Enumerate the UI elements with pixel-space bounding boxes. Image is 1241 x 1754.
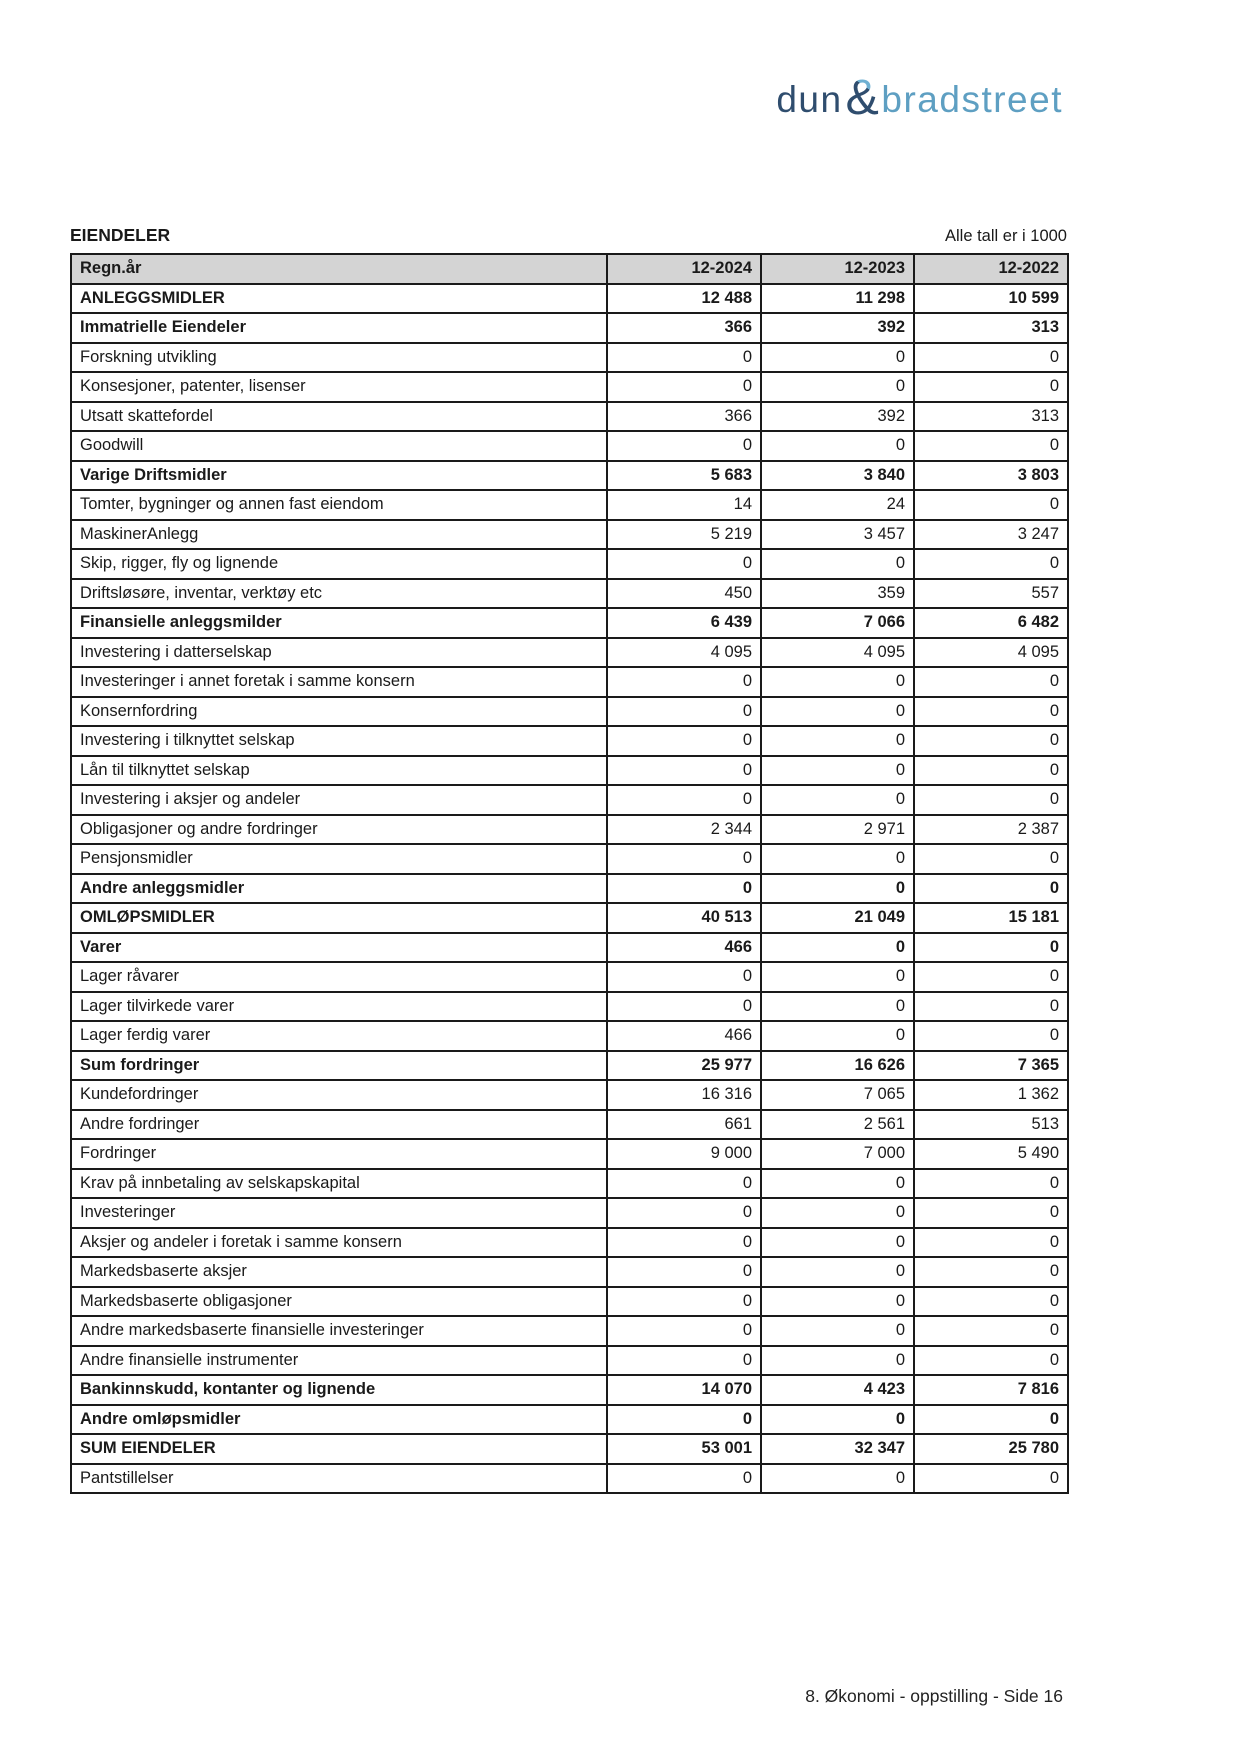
row-label: Finansielle anleggsmilder [71, 608, 607, 638]
row-value: 1 362 [914, 1080, 1068, 1110]
row-value: 0 [914, 490, 1068, 520]
row-value: 0 [607, 372, 761, 402]
row-value: 0 [914, 992, 1068, 1022]
row-label: Investeringer [71, 1198, 607, 1228]
row-label: Bankinnskudd, kontanter og lignende [71, 1375, 607, 1405]
row-value: 0 [607, 1464, 761, 1494]
table-row [71, 1110, 1068, 1140]
row-label: Obligasjoner og andre fordringer [71, 815, 607, 845]
row-label: Andre omløpsmidler [71, 1405, 607, 1435]
row-label: Markedsbaserte aksjer [71, 1257, 607, 1287]
row-label: Immatrielle Eiendeler [71, 313, 607, 343]
row-value: 0 [914, 1346, 1068, 1376]
row-value: 366 [607, 402, 761, 432]
row-label: Varige Driftsmidler [71, 461, 607, 491]
table-row [71, 1139, 1068, 1169]
row-value: 0 [607, 756, 761, 786]
row-value: 0 [914, 1405, 1068, 1435]
row-label: Driftsløsøre, inventar, verktøy etc [71, 579, 607, 609]
row-value: 0 [914, 549, 1068, 579]
row-label: Konsernfordring [71, 697, 607, 727]
row-value: 21 049 [761, 903, 914, 933]
row-label: Andre finansielle instrumenter [71, 1346, 607, 1376]
row-value: 7 065 [761, 1080, 914, 1110]
table-row [71, 1021, 1068, 1051]
row-value: 0 [914, 667, 1068, 697]
page-footer: 8. Økonomi - oppstilling - Side 16 [805, 1686, 1063, 1706]
row-value: 9 000 [607, 1139, 761, 1169]
row-value: 4 095 [914, 638, 1068, 668]
row-label: Lån til tilknyttet selskap [71, 756, 607, 786]
row-value: 0 [607, 844, 761, 874]
row-value: 25 780 [914, 1434, 1068, 1464]
row-value: 6 439 [607, 608, 761, 638]
row-value: 0 [914, 874, 1068, 904]
row-value: 0 [914, 844, 1068, 874]
row-label: Investering i aksjer og andeler [71, 785, 607, 815]
row-value: 5 683 [607, 461, 761, 491]
row-value: 7 816 [914, 1375, 1068, 1405]
row-value: 466 [607, 1021, 761, 1051]
row-value: 0 [914, 1316, 1068, 1346]
row-value: 4 095 [607, 638, 761, 668]
row-label: Lager råvarer [71, 962, 607, 992]
row-value: 0 [761, 844, 914, 874]
row-value: 0 [761, 933, 914, 963]
row-value: 0 [761, 1198, 914, 1228]
row-label: Andre markedsbaserte finansielle investeringer [71, 1316, 607, 1346]
row-value: 0 [761, 756, 914, 786]
table-row [71, 992, 1068, 1022]
table-row [71, 844, 1068, 874]
row-label: Pensjonsmidler [71, 844, 607, 874]
row-label: Andre anleggsmidler [71, 874, 607, 904]
row-label: Kundefordringer [71, 1080, 607, 1110]
table-row [71, 785, 1068, 815]
row-value: 3 840 [761, 461, 914, 491]
row-value: 0 [607, 726, 761, 756]
row-label: Konsesjoner, patenter, lisenser [71, 372, 607, 402]
row-value: 0 [607, 992, 761, 1022]
row-value: 557 [914, 579, 1068, 609]
table-row [71, 726, 1068, 756]
row-label: Krav på innbetaling av selskapskapital [71, 1169, 607, 1199]
column-header-2024: 12-2024 [607, 254, 761, 284]
row-value: 0 [914, 726, 1068, 756]
row-value: 12 488 [607, 284, 761, 314]
row-value: 392 [761, 313, 914, 343]
row-value: 16 316 [607, 1080, 761, 1110]
row-value: 0 [761, 431, 914, 461]
row-value: 3 247 [914, 520, 1068, 550]
column-header-2022: 12-2022 [914, 254, 1068, 284]
row-value: 313 [914, 402, 1068, 432]
row-label: Tomter, bygninger og annen fast eiendom [71, 490, 607, 520]
table-row [71, 431, 1068, 461]
row-value: 5 490 [914, 1139, 1068, 1169]
row-value: 6 482 [914, 608, 1068, 638]
row-value: 392 [761, 402, 914, 432]
row-label: Varer [71, 933, 607, 963]
row-value: 0 [607, 549, 761, 579]
logo-text-dun: dun [776, 78, 843, 120]
row-value: 53 001 [607, 1434, 761, 1464]
row-value: 0 [761, 372, 914, 402]
row-value: 466 [607, 933, 761, 963]
table-row [71, 638, 1068, 668]
row-value: 32 347 [761, 1434, 914, 1464]
row-value: 0 [607, 1257, 761, 1287]
row-label: Pantstillelser [71, 1464, 607, 1494]
row-value: 0 [607, 1405, 761, 1435]
row-label: Markedsbaserte obligasjoner [71, 1287, 607, 1317]
row-value: 450 [607, 579, 761, 609]
table-row [71, 343, 1068, 373]
table-row [71, 1316, 1068, 1346]
row-value: 0 [761, 726, 914, 756]
row-label: Goodwill [71, 431, 607, 461]
row-value: 3 457 [761, 520, 914, 550]
row-value: 313 [914, 313, 1068, 343]
row-label: SUM EIENDELER [71, 1434, 607, 1464]
row-value: 0 [761, 343, 914, 373]
row-value: 0 [607, 431, 761, 461]
row-value: 0 [607, 1316, 761, 1346]
row-label: Investering i datterselskap [71, 638, 607, 668]
row-label: MaskinerAnlegg [71, 520, 607, 550]
row-value: 0 [914, 343, 1068, 373]
row-value: 11 298 [761, 284, 914, 314]
row-value: 2 561 [761, 1110, 914, 1140]
table-row [71, 1375, 1068, 1405]
row-value: 0 [914, 1021, 1068, 1051]
table-row [71, 1287, 1068, 1317]
table-row [71, 1257, 1068, 1287]
year-header-label: Regn.år [71, 254, 607, 284]
table-row [71, 667, 1068, 697]
row-value: 14 [607, 490, 761, 520]
table-row [71, 1169, 1068, 1199]
row-value: 0 [761, 874, 914, 904]
table-row [71, 697, 1068, 727]
row-label: Sum fordringer [71, 1051, 607, 1081]
row-value: 0 [914, 962, 1068, 992]
table-row [71, 1051, 1068, 1081]
row-value: 0 [761, 549, 914, 579]
table-row [71, 1198, 1068, 1228]
row-value: 0 [761, 697, 914, 727]
row-value: 0 [607, 1169, 761, 1199]
row-label: Andre fordringer [71, 1110, 607, 1140]
dun-bradstreet-logo [776, 69, 1063, 125]
row-value: 24 [761, 490, 914, 520]
row-value: 10 599 [914, 284, 1068, 314]
assets-table [70, 253, 1069, 1494]
table-row [71, 461, 1068, 491]
row-label: Utsatt skattefordel [71, 402, 607, 432]
row-value: 5 219 [607, 520, 761, 550]
table-row [71, 402, 1068, 432]
table-row [71, 815, 1068, 845]
row-value: 0 [914, 785, 1068, 815]
row-value: 7 000 [761, 1139, 914, 1169]
row-value: 661 [607, 1110, 761, 1140]
table-row [71, 520, 1068, 550]
table-header-row [71, 254, 1068, 284]
row-value: 2 971 [761, 815, 914, 845]
row-value: 0 [914, 431, 1068, 461]
row-value: 0 [761, 992, 914, 1022]
row-value: 0 [607, 697, 761, 727]
table-row [71, 1228, 1068, 1258]
row-value: 0 [914, 1464, 1068, 1494]
row-value: 0 [607, 1287, 761, 1317]
table-row [71, 579, 1068, 609]
row-value: 0 [761, 1228, 914, 1258]
table-row [71, 874, 1068, 904]
row-value: 25 977 [607, 1051, 761, 1081]
row-value: 0 [914, 697, 1068, 727]
row-value: 0 [761, 1287, 914, 1317]
row-label: OMLØPSMIDLER [71, 903, 607, 933]
table-row [71, 1434, 1068, 1464]
row-value: 0 [761, 667, 914, 697]
row-value: 0 [914, 372, 1068, 402]
table-row [71, 490, 1068, 520]
row-value: 0 [607, 1346, 761, 1376]
row-value: 0 [761, 1169, 914, 1199]
row-value: 0 [761, 1464, 914, 1494]
table-row [71, 962, 1068, 992]
row-value: 0 [607, 343, 761, 373]
row-value: 0 [914, 1169, 1068, 1199]
row-value: 2 387 [914, 815, 1068, 845]
row-value: 4 423 [761, 1375, 914, 1405]
row-label: Skip, rigger, fly og lignende [71, 549, 607, 579]
row-label: Aksjer og andeler i foretak i samme konsern [71, 1228, 607, 1258]
table-row [71, 1346, 1068, 1376]
row-value: 366 [607, 313, 761, 343]
logo-text-bradstreet: bradstreet [881, 78, 1063, 120]
row-value: 0 [607, 1228, 761, 1258]
logo-ampersand-icon: & [845, 69, 881, 125]
row-value: 359 [761, 579, 914, 609]
row-label: Investeringer i annet foretak i samme konsern [71, 667, 607, 697]
table-row [71, 933, 1068, 963]
row-value: 4 095 [761, 638, 914, 668]
row-label: Forskning utvikling [71, 343, 607, 373]
row-value: 0 [914, 1257, 1068, 1287]
row-value: 15 181 [914, 903, 1068, 933]
row-value: 0 [761, 1405, 914, 1435]
row-value: 16 626 [761, 1051, 914, 1081]
column-header-2023: 12-2023 [761, 254, 914, 284]
table-row [71, 1464, 1068, 1494]
row-value: 0 [914, 1287, 1068, 1317]
table-row [71, 608, 1068, 638]
row-value: 0 [607, 667, 761, 697]
row-label: ANLEGGSMIDLER [71, 284, 607, 314]
row-label: Fordringer [71, 1139, 607, 1169]
row-value: 0 [914, 933, 1068, 963]
table-row [71, 549, 1068, 579]
row-label: Lager tilvirkede varer [71, 992, 607, 1022]
row-value: 0 [914, 1198, 1068, 1228]
row-value: 40 513 [607, 903, 761, 933]
table-heading-line [70, 225, 1067, 246]
row-value: 0 [761, 1346, 914, 1376]
row-value: 0 [761, 1316, 914, 1346]
row-value: 7 365 [914, 1051, 1068, 1081]
row-value: 0 [914, 756, 1068, 786]
row-value: 0 [761, 962, 914, 992]
section-title: EIENDELER [70, 225, 171, 245]
table-row [71, 756, 1068, 786]
row-value: 7 066 [761, 608, 914, 638]
row-value: 0 [761, 785, 914, 815]
row-value: 2 344 [607, 815, 761, 845]
row-value: 0 [761, 1021, 914, 1051]
row-value: 0 [914, 1228, 1068, 1258]
row-value: 0 [607, 874, 761, 904]
row-value: 513 [914, 1110, 1068, 1140]
row-label: Investering i tilknyttet selskap [71, 726, 607, 756]
row-value: 0 [761, 1257, 914, 1287]
row-value: 0 [607, 1198, 761, 1228]
row-label: Lager ferdig varer [71, 1021, 607, 1051]
table-row [71, 903, 1068, 933]
row-value: 0 [607, 785, 761, 815]
units-note: Alle tall er i 1000 [945, 227, 1067, 245]
table-row [71, 313, 1068, 343]
table-row [71, 1080, 1068, 1110]
row-value: 14 070 [607, 1375, 761, 1405]
table-row [71, 1405, 1068, 1435]
table-row [71, 372, 1068, 402]
row-value: 3 803 [914, 461, 1068, 491]
table-row [71, 284, 1068, 314]
row-value: 0 [607, 962, 761, 992]
